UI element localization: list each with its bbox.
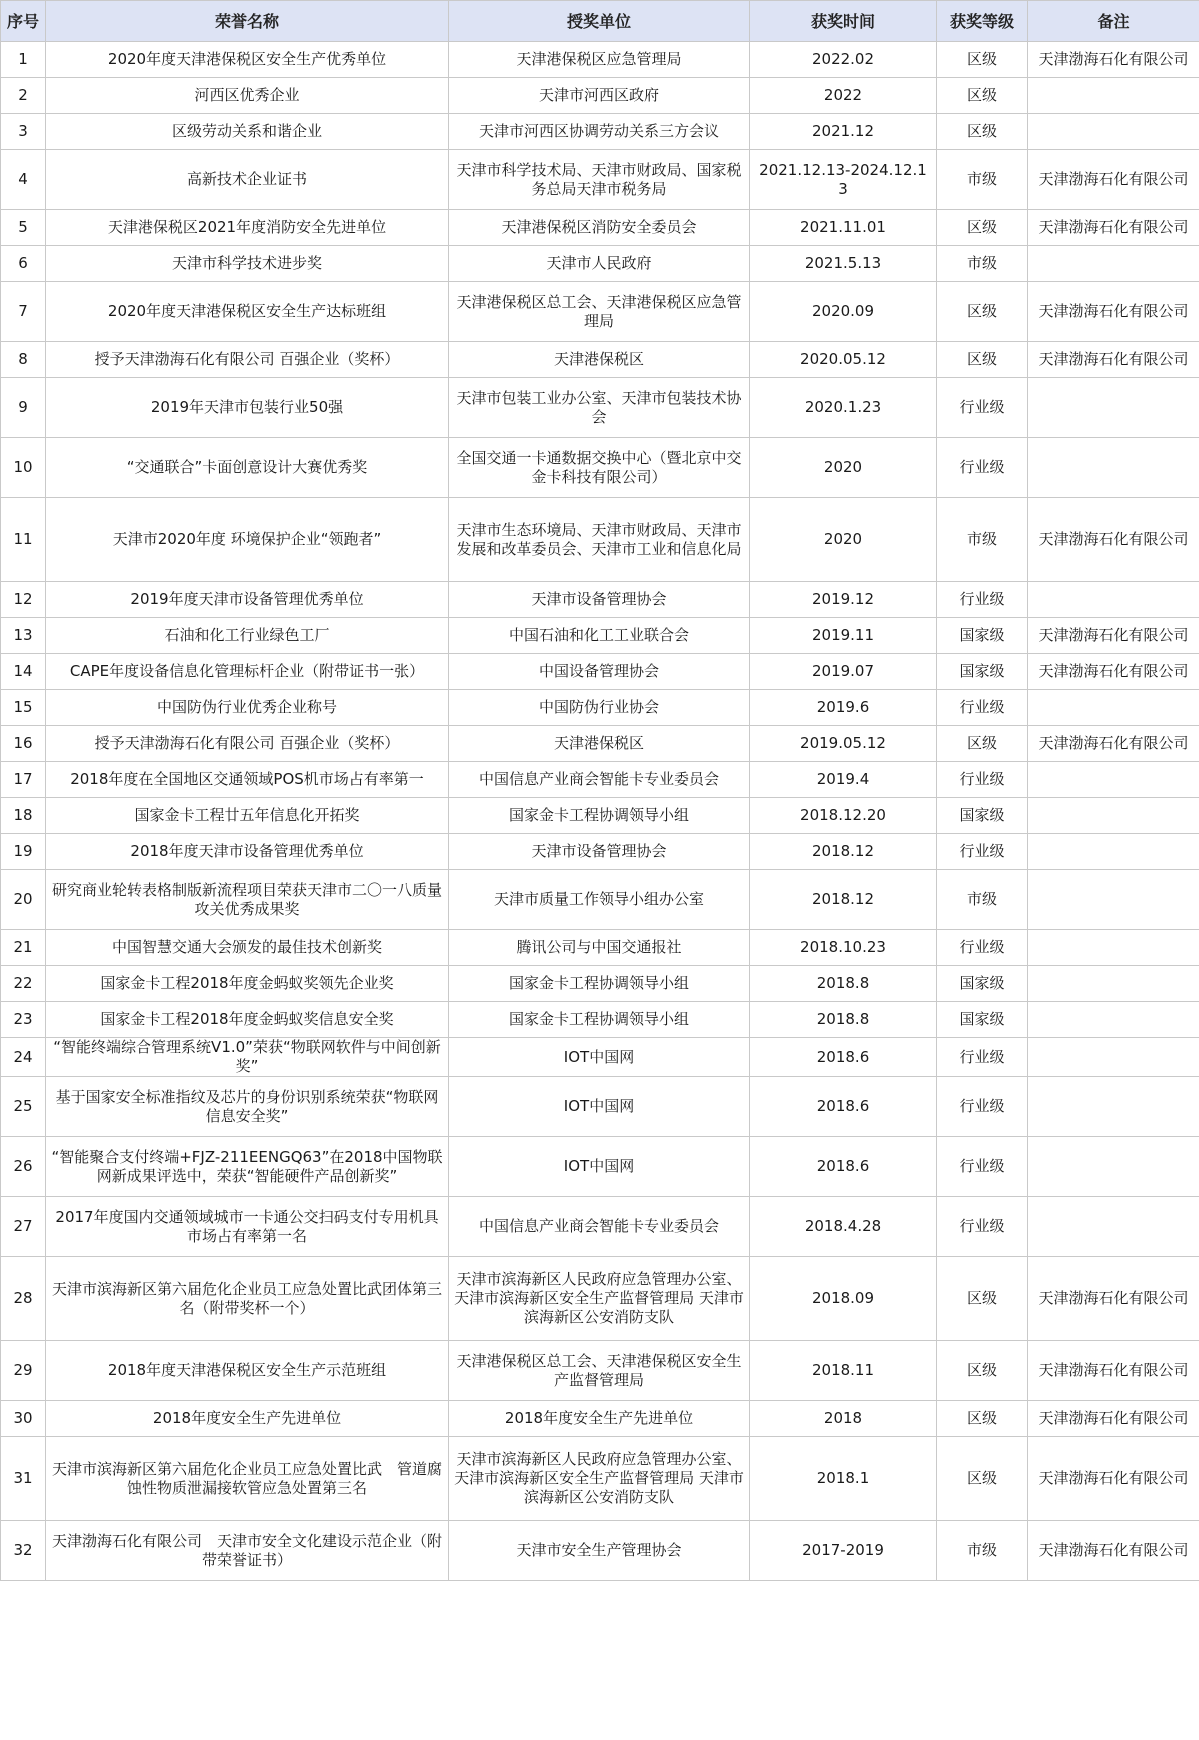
cell-level: 区级 bbox=[937, 1341, 1028, 1401]
cell-org: 中国设备管理协会 bbox=[449, 654, 750, 690]
cell-date: 2019.05.12 bbox=[750, 726, 937, 762]
table-row bbox=[1, 1257, 1199, 1341]
table-row bbox=[1, 114, 1199, 150]
cell-level: 行业级 bbox=[937, 834, 1028, 870]
cell-no: 21 bbox=[1, 930, 46, 966]
cell-no: 23 bbox=[1, 1002, 46, 1038]
cell-no: 12 bbox=[1, 582, 46, 618]
cell-no: 16 bbox=[1, 726, 46, 762]
cell-org: 天津市河西区协调劳动关系三方会议 bbox=[449, 114, 750, 150]
cell-date: 2021.12 bbox=[750, 114, 937, 150]
cell-name: 2020年度天津港保税区安全生产优秀单位 bbox=[46, 42, 449, 78]
cell-note: 天津渤海石化有限公司 bbox=[1028, 654, 1199, 690]
cell-date: 2022.02 bbox=[750, 42, 937, 78]
cell-org: 中国防伪行业协会 bbox=[449, 690, 750, 726]
cell-level: 区级 bbox=[937, 210, 1028, 246]
cell-org: 全国交通一卡通数据交换中心（暨北京中交金卡科技有限公司） bbox=[449, 438, 750, 498]
cell-org: 天津港保税区 bbox=[449, 342, 750, 378]
cell-name: 石油和化工行业绿色工厂 bbox=[46, 618, 449, 654]
cell-no: 30 bbox=[1, 1401, 46, 1437]
cell-name: 国家金卡工程廿五年信息化开拓奖 bbox=[46, 798, 449, 834]
table-row bbox=[1, 498, 1199, 582]
cell-date: 2018.09 bbox=[750, 1257, 937, 1341]
cell-date: 2020 bbox=[750, 438, 937, 498]
cell-org: 天津市包装工业办公室、天津市包装技术协会 bbox=[449, 378, 750, 438]
cell-level: 行业级 bbox=[937, 1038, 1028, 1077]
header-level: 获奖等级 bbox=[937, 1, 1028, 42]
cell-level: 行业级 bbox=[937, 1197, 1028, 1257]
cell-name: 2019年度天津市设备管理优秀单位 bbox=[46, 582, 449, 618]
cell-no: 32 bbox=[1, 1521, 46, 1581]
cell-name: 天津渤海石化有限公司 天津市安全文化建设示范企业（附带荣誉证书） bbox=[46, 1521, 449, 1581]
cell-org: 天津港保税区总工会、天津港保税区安全生产监督管理局 bbox=[449, 1341, 750, 1401]
cell-org: 天津市设备管理协会 bbox=[449, 582, 750, 618]
cell-level: 区级 bbox=[937, 114, 1028, 150]
cell-name: 2019年天津市包装行业50强 bbox=[46, 378, 449, 438]
cell-name: 国家金卡工程2018年度金蚂蚁奖信息安全奖 bbox=[46, 1002, 449, 1038]
cell-note: 天津渤海石化有限公司 bbox=[1028, 1521, 1199, 1581]
table-row bbox=[1, 1077, 1199, 1137]
cell-name: 河西区优秀企业 bbox=[46, 78, 449, 114]
cell-org: IOT中国网 bbox=[449, 1137, 750, 1197]
cell-name: 2018年度天津港保税区安全生产示范班组 bbox=[46, 1341, 449, 1401]
table-row bbox=[1, 1002, 1199, 1038]
cell-date: 2018.1 bbox=[750, 1437, 937, 1521]
table-row bbox=[1, 618, 1199, 654]
cell-no: 7 bbox=[1, 282, 46, 342]
cell-no: 29 bbox=[1, 1341, 46, 1401]
cell-no: 26 bbox=[1, 1137, 46, 1197]
cell-name: 2018年度天津市设备管理优秀单位 bbox=[46, 834, 449, 870]
cell-no: 8 bbox=[1, 342, 46, 378]
cell-name: 授予天津渤海石化有限公司 百强企业（奖杯） bbox=[46, 342, 449, 378]
cell-name: 研究商业轮转表格制版新流程项目荣获天津市二〇一八质量攻关优秀成果奖 bbox=[46, 870, 449, 930]
cell-level: 国家级 bbox=[937, 1002, 1028, 1038]
cell-note bbox=[1028, 690, 1199, 726]
cell-note bbox=[1028, 438, 1199, 498]
cell-name: 中国防伪行业优秀企业称号 bbox=[46, 690, 449, 726]
cell-no: 5 bbox=[1, 210, 46, 246]
cell-date: 2021.5.13 bbox=[750, 246, 937, 282]
cell-org: 天津市滨海新区人民政府应急管理办公室、天津市滨海新区安全生产监督管理局 天津市滨海新区公安消防支队 bbox=[449, 1437, 750, 1521]
cell-note bbox=[1028, 1137, 1199, 1197]
cell-date: 2018.11 bbox=[750, 1341, 937, 1401]
cell-name: 天津港保税区2021年度消防安全先进单位 bbox=[46, 210, 449, 246]
cell-org: 中国信息产业商会智能卡专业委员会 bbox=[449, 1197, 750, 1257]
cell-name: “智能聚合支付终端+FJZ-211EENGQ63”在2018中国物联网新成果评选中，荣获“智能硬件产品创新奖” bbox=[46, 1137, 449, 1197]
cell-no: 25 bbox=[1, 1077, 46, 1137]
cell-level: 国家级 bbox=[937, 798, 1028, 834]
table-row bbox=[1, 1341, 1199, 1401]
cell-level: 市级 bbox=[937, 246, 1028, 282]
cell-no: 22 bbox=[1, 966, 46, 1002]
cell-level: 行业级 bbox=[937, 762, 1028, 798]
cell-note: 天津渤海石化有限公司 bbox=[1028, 282, 1199, 342]
cell-name: 基于国家安全标准指纹及芯片的身份识别系统荣获“物联网信息安全奖” bbox=[46, 1077, 449, 1137]
cell-note: 天津渤海石化有限公司 bbox=[1028, 150, 1199, 210]
cell-org: 天津港保税区应急管理局 bbox=[449, 42, 750, 78]
table-row bbox=[1, 282, 1199, 342]
cell-org: IOT中国网 bbox=[449, 1038, 750, 1077]
cell-level: 区级 bbox=[937, 342, 1028, 378]
table-row bbox=[1, 870, 1199, 930]
cell-note bbox=[1028, 78, 1199, 114]
cell-no: 24 bbox=[1, 1038, 46, 1077]
cell-note bbox=[1028, 114, 1199, 150]
table-header bbox=[1, 1, 1199, 42]
cell-date: 2018.6 bbox=[750, 1038, 937, 1077]
cell-note bbox=[1028, 1002, 1199, 1038]
table-row bbox=[1, 42, 1199, 78]
table-row bbox=[1, 342, 1199, 378]
table-row bbox=[1, 378, 1199, 438]
header-note: 备注 bbox=[1028, 1, 1199, 42]
cell-org: 天津市人民政府 bbox=[449, 246, 750, 282]
cell-note bbox=[1028, 966, 1199, 1002]
cell-note: 天津渤海石化有限公司 bbox=[1028, 1257, 1199, 1341]
table-row bbox=[1, 210, 1199, 246]
table-row bbox=[1, 930, 1199, 966]
cell-level: 区级 bbox=[937, 78, 1028, 114]
cell-name: 中国智慧交通大会颁发的最佳技术创新奖 bbox=[46, 930, 449, 966]
cell-note bbox=[1028, 1197, 1199, 1257]
table-row bbox=[1, 834, 1199, 870]
cell-org: 天津市滨海新区人民政府应急管理办公室、天津市滨海新区安全生产监督管理局 天津市滨海新区公安消防支队 bbox=[449, 1257, 750, 1341]
cell-level: 行业级 bbox=[937, 582, 1028, 618]
cell-level: 区级 bbox=[937, 726, 1028, 762]
cell-org: 国家金卡工程协调领导小组 bbox=[449, 966, 750, 1002]
cell-level: 行业级 bbox=[937, 1137, 1028, 1197]
cell-note bbox=[1028, 246, 1199, 282]
cell-name: 天津市滨海新区第六届危化企业员工应急处置比武团体第三名（附带奖杯一个） bbox=[46, 1257, 449, 1341]
table-row bbox=[1, 1401, 1199, 1437]
cell-name: 授予天津渤海石化有限公司 百强企业（奖杯） bbox=[46, 726, 449, 762]
cell-org: 天津市安全生产管理协会 bbox=[449, 1521, 750, 1581]
cell-date: 2019.11 bbox=[750, 618, 937, 654]
cell-no: 17 bbox=[1, 762, 46, 798]
table-row bbox=[1, 1437, 1199, 1521]
cell-name: 天津市滨海新区第六届危化企业员工应急处置比武 管道腐蚀性物质泄漏接软管应急处置第三名 bbox=[46, 1437, 449, 1521]
cell-note bbox=[1028, 834, 1199, 870]
cell-date: 2018.8 bbox=[750, 1002, 937, 1038]
table-row bbox=[1, 150, 1199, 210]
cell-name: CAPE年度设备信息化管理标杆企业（附带证书一张） bbox=[46, 654, 449, 690]
table-row bbox=[1, 78, 1199, 114]
cell-level: 行业级 bbox=[937, 1077, 1028, 1137]
cell-name: 区级劳动关系和谐企业 bbox=[46, 114, 449, 150]
cell-org: 天津市生态环境局、天津市财政局、天津市发展和改革委员会、天津市工业和信息化局 bbox=[449, 498, 750, 582]
cell-note: 天津渤海石化有限公司 bbox=[1028, 342, 1199, 378]
table-row bbox=[1, 726, 1199, 762]
cell-name: “智能终端综合管理系统V1.0”荣获“物联网软件与中间创新奖” bbox=[46, 1038, 449, 1077]
cell-level: 区级 bbox=[937, 282, 1028, 342]
cell-no: 14 bbox=[1, 654, 46, 690]
cell-level: 市级 bbox=[937, 1521, 1028, 1581]
cell-name: 国家金卡工程2018年度金蚂蚁奖领先企业奖 bbox=[46, 966, 449, 1002]
cell-date: 2021.11.01 bbox=[750, 210, 937, 246]
cell-date: 2018 bbox=[750, 1401, 937, 1437]
cell-no: 10 bbox=[1, 438, 46, 498]
cell-date: 2019.6 bbox=[750, 690, 937, 726]
cell-no: 19 bbox=[1, 834, 46, 870]
cell-org: 2018年度安全生产先进单位 bbox=[449, 1401, 750, 1437]
cell-date: 2018.8 bbox=[750, 966, 937, 1002]
cell-note: 天津渤海石化有限公司 bbox=[1028, 210, 1199, 246]
cell-org: 腾讯公司与中国交通报社 bbox=[449, 930, 750, 966]
cell-level: 行业级 bbox=[937, 930, 1028, 966]
cell-org: 天津港保税区 bbox=[449, 726, 750, 762]
table-row bbox=[1, 762, 1199, 798]
cell-org: 天津市设备管理协会 bbox=[449, 834, 750, 870]
cell-note bbox=[1028, 582, 1199, 618]
cell-name: 2020年度天津港保税区安全生产达标班组 bbox=[46, 282, 449, 342]
cell-no: 20 bbox=[1, 870, 46, 930]
header-date: 获奖时间 bbox=[750, 1, 937, 42]
cell-name: 天津市2020年度 环境保护企业“领跑者” bbox=[46, 498, 449, 582]
table-row bbox=[1, 654, 1199, 690]
cell-name: “交通联合”卡面创意设计大赛优秀奖 bbox=[46, 438, 449, 498]
cell-note bbox=[1028, 1077, 1199, 1137]
cell-no: 18 bbox=[1, 798, 46, 834]
cell-level: 市级 bbox=[937, 870, 1028, 930]
cell-note bbox=[1028, 870, 1199, 930]
cell-date: 2020.1.23 bbox=[750, 378, 937, 438]
table-row bbox=[1, 246, 1199, 282]
cell-date: 2019.07 bbox=[750, 654, 937, 690]
cell-name: 天津市科学技术进步奖 bbox=[46, 246, 449, 282]
cell-name: 高新技术企业证书 bbox=[46, 150, 449, 210]
cell-date: 2019.4 bbox=[750, 762, 937, 798]
cell-level: 市级 bbox=[937, 498, 1028, 582]
cell-org: 中国石油和化工工业联合会 bbox=[449, 618, 750, 654]
cell-no: 6 bbox=[1, 246, 46, 282]
table-row bbox=[1, 1521, 1199, 1581]
cell-note bbox=[1028, 762, 1199, 798]
cell-no: 3 bbox=[1, 114, 46, 150]
cell-level: 国家级 bbox=[937, 618, 1028, 654]
cell-date: 2020.05.12 bbox=[750, 342, 937, 378]
cell-name: 2018年度安全生产先进单位 bbox=[46, 1401, 449, 1437]
cell-level: 区级 bbox=[937, 42, 1028, 78]
cell-note: 天津渤海石化有限公司 bbox=[1028, 1437, 1199, 1521]
cell-no: 27 bbox=[1, 1197, 46, 1257]
table-body bbox=[1, 42, 1199, 1581]
table-row bbox=[1, 690, 1199, 726]
cell-org: IOT中国网 bbox=[449, 1077, 750, 1137]
cell-note: 天津渤海石化有限公司 bbox=[1028, 726, 1199, 762]
cell-org: 天津港保税区总工会、天津港保税区应急管理局 bbox=[449, 282, 750, 342]
cell-no: 13 bbox=[1, 618, 46, 654]
cell-org: 天津港保税区消防安全委员会 bbox=[449, 210, 750, 246]
cell-level: 区级 bbox=[937, 1437, 1028, 1521]
cell-date: 2021.12.13-2024.12.13 bbox=[750, 150, 937, 210]
cell-note: 天津渤海石化有限公司 bbox=[1028, 1401, 1199, 1437]
cell-note: 天津渤海石化有限公司 bbox=[1028, 618, 1199, 654]
cell-no: 31 bbox=[1, 1437, 46, 1521]
cell-no: 4 bbox=[1, 150, 46, 210]
cell-no: 2 bbox=[1, 78, 46, 114]
cell-date: 2018.4.28 bbox=[750, 1197, 937, 1257]
cell-note bbox=[1028, 1038, 1199, 1077]
cell-note: 天津渤海石化有限公司 bbox=[1028, 1341, 1199, 1401]
cell-level: 市级 bbox=[937, 150, 1028, 210]
cell-no: 15 bbox=[1, 690, 46, 726]
header-row bbox=[1, 1, 1199, 42]
header-name: 荣誉名称 bbox=[46, 1, 449, 42]
cell-level: 国家级 bbox=[937, 966, 1028, 1002]
cell-level: 国家级 bbox=[937, 654, 1028, 690]
cell-level: 行业级 bbox=[937, 438, 1028, 498]
cell-name: 2018年度在全国地区交通领域POS机市场占有率第一 bbox=[46, 762, 449, 798]
cell-note bbox=[1028, 378, 1199, 438]
cell-no: 11 bbox=[1, 498, 46, 582]
cell-date: 2018.12 bbox=[750, 870, 937, 930]
cell-no: 9 bbox=[1, 378, 46, 438]
cell-date: 2020 bbox=[750, 498, 937, 582]
cell-org: 天津市质量工作领导小组办公室 bbox=[449, 870, 750, 930]
table-row bbox=[1, 1197, 1199, 1257]
cell-org: 天津市河西区政府 bbox=[449, 78, 750, 114]
cell-level: 行业级 bbox=[937, 378, 1028, 438]
cell-no: 1 bbox=[1, 42, 46, 78]
cell-no: 28 bbox=[1, 1257, 46, 1341]
cell-level: 行业级 bbox=[937, 690, 1028, 726]
cell-date: 2020.09 bbox=[750, 282, 937, 342]
cell-date: 2017-2019 bbox=[750, 1521, 937, 1581]
cell-level: 区级 bbox=[937, 1401, 1028, 1437]
table-row bbox=[1, 1137, 1199, 1197]
cell-date: 2018.12 bbox=[750, 834, 937, 870]
cell-note: 天津渤海石化有限公司 bbox=[1028, 498, 1199, 582]
table-row bbox=[1, 1038, 1199, 1077]
cell-org: 天津市科学技术局、天津市财政局、国家税务总局天津市税务局 bbox=[449, 150, 750, 210]
cell-date: 2018.6 bbox=[750, 1137, 937, 1197]
table-row bbox=[1, 966, 1199, 1002]
cell-date: 2019.12 bbox=[750, 582, 937, 618]
cell-date: 2022 bbox=[750, 78, 937, 114]
cell-date: 2018.6 bbox=[750, 1077, 937, 1137]
cell-note: 天津渤海石化有限公司 bbox=[1028, 42, 1199, 78]
cell-date: 2018.10.23 bbox=[750, 930, 937, 966]
cell-date: 2018.12.20 bbox=[750, 798, 937, 834]
cell-level: 区级 bbox=[937, 1257, 1028, 1341]
cell-note bbox=[1028, 930, 1199, 966]
table-row bbox=[1, 438, 1199, 498]
cell-org: 中国信息产业商会智能卡专业委员会 bbox=[449, 762, 750, 798]
header-no: 序号 bbox=[1, 1, 46, 42]
table-row bbox=[1, 582, 1199, 618]
table-row bbox=[1, 798, 1199, 834]
cell-name: 2017年度国内交通领域城市一卡通公交扫码支付专用机具市场占有率第一名 bbox=[46, 1197, 449, 1257]
cell-org: 国家金卡工程协调领导小组 bbox=[449, 1002, 750, 1038]
cell-org: 国家金卡工程协调领导小组 bbox=[449, 798, 750, 834]
cell-note bbox=[1028, 798, 1199, 834]
header-org: 授奖单位 bbox=[449, 1, 750, 42]
